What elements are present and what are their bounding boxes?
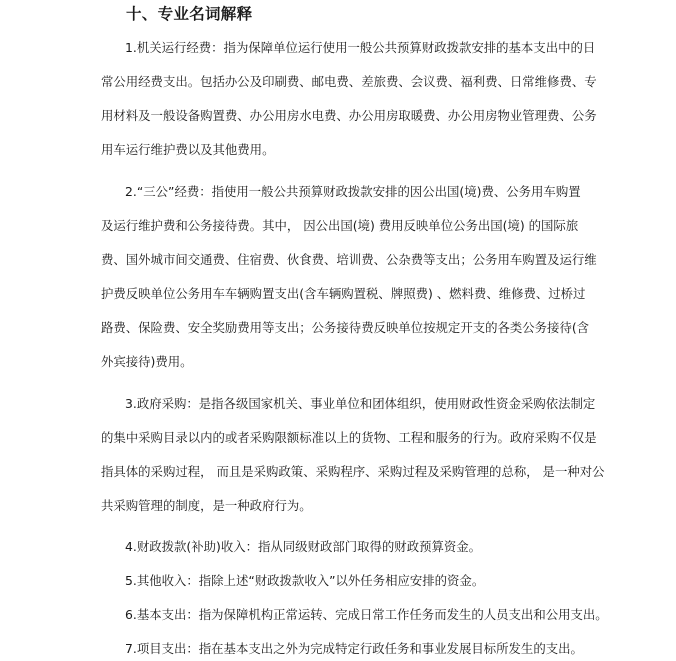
paragraph-6-line-1: 6.基本支出：指为保障机构正常运转、完成日常工作任务而发生的人员支出和公用支出。 bbox=[125, 607, 608, 622]
paragraph-2-line-3: 费、国外城市间交通费、住宿费、伙食费、培训费、公杂费等支出；公务用车购置及运行维 bbox=[101, 252, 597, 267]
paragraph-5-line-1: 5.其他收入：指除上述“财政拨款收入”以外任务相应安排的资金。 bbox=[125, 573, 485, 588]
paragraph-3-line-3: 指具体的采购过程， 而且是采购政策、采购程序、采购过程及采购管理的总称， 是一种对公 bbox=[101, 464, 605, 479]
paragraph-2-line-6: 外宾接待)费用。 bbox=[101, 354, 193, 369]
paragraph-3-line-1: 3.政府采购：是指各级国家机关、事业单位和团体组织，使用财政性资金采购依法制定 bbox=[125, 396, 596, 411]
paragraph-1-line-4: 用车运行维护费以及其他费用。 bbox=[101, 142, 275, 157]
paragraph-1-line-1: 1.机关运行经费：指为保障单位运行使用一般公共预算财政拨款安排的基本支出中的日 bbox=[125, 40, 596, 55]
paragraph-1-line-3: 用材料及一般设备购置费、办公用房水电费、办公用房取暖费、办公用房物业管理费、公务 bbox=[101, 108, 597, 123]
paragraph-4-line-1: 4.财政拨款(补助)收入：指从同级财政部门取得的财政预算资金。 bbox=[125, 539, 482, 554]
paragraph-3-line-2: 的集中采购目录以内的或者采购限额标准以上的货物、工程和服务的行为。政府采购不仅是 bbox=[101, 430, 597, 445]
paragraph-2-line-4: 护费反映单位公务用车车辆购置支出(含车辆购置税、牌照费) 、燃料费、维修费、过桥过 bbox=[101, 286, 586, 301]
paragraph-2-line-1: 2.“三公”经费：指使用一般公共预算财政拨款安排的因公出国(境)费、公务用车购置 bbox=[125, 184, 581, 199]
paragraph-2-line-2: 及运行维护费和公务接待费。其中， 因公出国(境) 费用反映单位公务出国(境) 的国际旅 bbox=[101, 218, 579, 233]
paragraph-7-line-1: 7.项目支出：指在基本支出之外为完成特定行政任务和事业发展目标所发生的支出。 bbox=[125, 641, 583, 656]
section-heading: 十、专业名词解释 bbox=[126, 5, 253, 23]
paragraph-2-line-5: 路费、保险费、安全奖励费用等支出；公务接待费反映单位按规定开支的各类公务接待(含 bbox=[101, 320, 590, 335]
paragraph-1-line-2: 常公用经费支出。包括办公及印刷费、邮电费、差旅费、会议费、福利费、日常维修费、专 bbox=[101, 74, 597, 89]
paragraph-3-line-4: 共采购管理的制度，是一种政府行为。 bbox=[101, 498, 312, 513]
